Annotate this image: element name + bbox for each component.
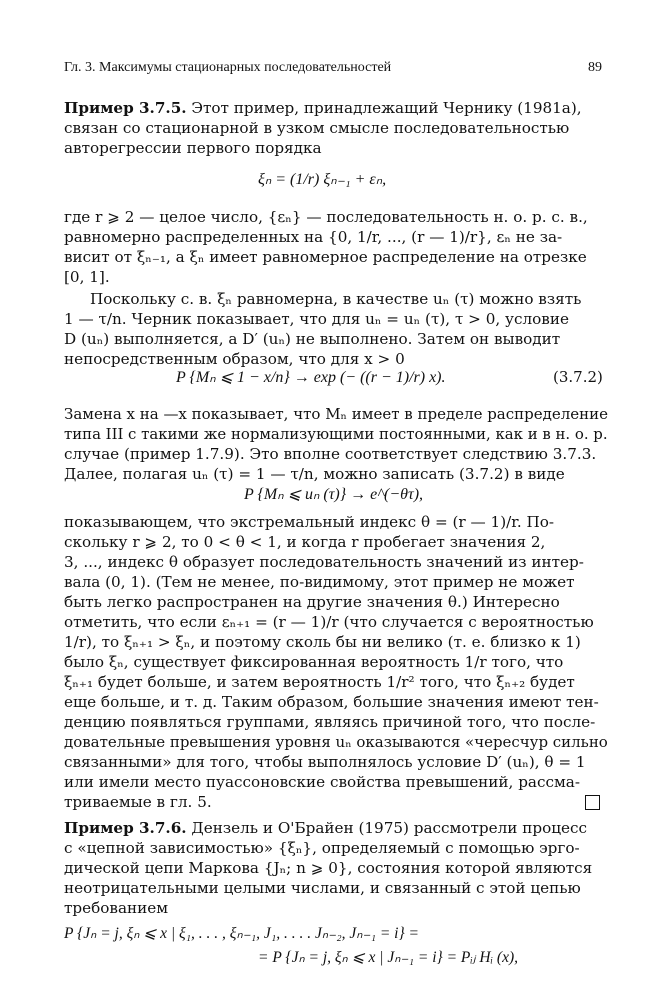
paragraph-line: Замена x на —x показывает, что Mₙ имеет в пределе распределение [64, 405, 608, 423]
paragraph-line: где r ⩾ 2 — целое число, {εₙ} — последовательность н. о. р. с. в., [64, 208, 588, 226]
equation-limit: P {Mₙ ⩽ uₙ (τ)} → e^(−θτ), [244, 486, 424, 503]
paragraph-line: дической цепи Маркова {Jₙ; n ⩾ 0}, состояния которой являются [64, 859, 593, 877]
paragraph-line: случае (пример 1.7.9). Это вполне соответствует следствию 3.7.3. [64, 445, 597, 463]
equation-number: (3.7.2) [553, 368, 603, 386]
paragraph-line: Далее, полагая uₙ (τ) = 1 — τ/n, можно записать (3.7.2) в виде [64, 465, 565, 483]
paragraph-line: или имели место пуассоновские свойства превышений, рассма- [64, 773, 580, 791]
paragraph-line: неотрицательными целыми числами, и связанный с этой цепью [64, 879, 581, 897]
paragraph-line: равномерно распределенных на {0, 1/r, ..., (r — 1)/r}, εₙ не за- [64, 228, 563, 246]
page-number: 89 [588, 60, 602, 75]
paragraph-line: Поскольку с. в. ξₙ равномерна, в качестве uₙ (τ) можно взять [90, 290, 582, 308]
paragraph-line: еще больше, и т. д. Таким образом, большие значения имеют тен- [64, 693, 599, 711]
line-text: Этот пример, принадлежащий Чернику (1981a), [191, 99, 582, 117]
equation-markov-line2: = P {Jₙ = j, ξₙ ⩽ x | Jₙ₋₁ = i} = Pᵢⱼ Hᵢ (x), [258, 949, 519, 966]
paragraph-line: 3, ..., индекс θ образует последовательность значений из интер- [64, 553, 584, 571]
paragraph-line: показывающем, что экстремальный индекс θ = (r — 1)/r. По- [64, 513, 554, 531]
paragraph-line: скольку r ⩾ 2, то 0 < θ < 1, и когда r пробегает значения 2, [64, 533, 546, 551]
example-heading: Пример 3.7.5. [64, 99, 187, 117]
paragraph-line: довательные превышения уровня uₙ оказываются «чересчур сильно [64, 733, 608, 751]
paragraph-line: 1 — τ/n. Черник показывает, что для uₙ = uₙ (τ), τ > 0, условие [64, 310, 569, 328]
paragraph-line: ξₙ₊₁ будет больше, и затем вероятность 1/r² того, что ξₙ₊₂ будет [64, 673, 575, 691]
equation-autoregression: ξₙ = (1/r) ξₙ₋₁ + εₙ, [258, 171, 387, 188]
running-title: Гл. 3. Максимумы стационарных последовательностей [64, 60, 392, 75]
example-heading: Пример 3.7.6. [64, 819, 187, 837]
paragraph-line: с «цепной зависимостью» {ξₙ}, определяемый с помощью эрго- [64, 839, 580, 857]
paragraph-line: отметить, что если εₙ₊₁ = (r — 1)/r (что случается с вероятностью [64, 613, 594, 631]
paragraph-line: вала (0, 1). (Тем не менее, по-видимому, этот пример не может [64, 573, 575, 591]
paragraph-line: триваемые в гл. 5. [64, 793, 212, 811]
paragraph-line: типа III с такими же нормализующими постоянными, как и в н. о. р. [64, 425, 608, 443]
equation-3-7-2: P {Mₙ ⩽ 1 − x/n} → exp (− ((r − 1)/r) x). [176, 369, 446, 386]
paragraph-line: висит от ξₙ₋₁, а ξₙ имеет равномерное распределение на отрезке [64, 248, 587, 266]
paragraph-line: денцию появляться группами, являясь причиной того, что после- [64, 713, 596, 731]
paragraph-line: быть легко распространен на другие значения θ.) Интересно [64, 593, 560, 611]
paragraph-line: [0, 1]. [64, 268, 110, 286]
equation-markov-line1: P {Jₙ = j, ξₙ ⩽ x | ξ₁, . . . , ξₙ₋₁, J₁, . . . . Jₙ₋₂, Jₙ₋₁ = i} = [64, 925, 420, 942]
paragraph-line: 1/r), то ξₙ₊₁ > ξₙ, и поэтому сколь бы ни велико (т. е. близко к 1) [64, 633, 581, 651]
paragraph-line: D (uₙ) выполняется, а D′ (uₙ) не выполнено. Затем он выводит [64, 330, 561, 348]
paragraph-line: было ξₙ, существует фиксированная вероятность 1/r того, что [64, 653, 564, 671]
paragraph-line: непосредственным образом, что для x > 0 [64, 350, 405, 368]
end-of-proof-box [585, 795, 600, 810]
paragraph-line: связанными» для того, чтобы выполнялось условие D′ (uₙ), θ = 1 [64, 753, 586, 771]
paragraph-line [64, 98, 582, 118]
paragraph-line [64, 818, 587, 838]
line-text: Дензель и О'Брайен (1975) рассмотрели процесс [191, 819, 587, 837]
paragraph-line: связан со стационарной в узком смысле последовательностью [64, 119, 570, 137]
paragraph-line: авторегрессии первого порядка [64, 139, 322, 157]
paragraph-line: требованием [64, 899, 169, 917]
